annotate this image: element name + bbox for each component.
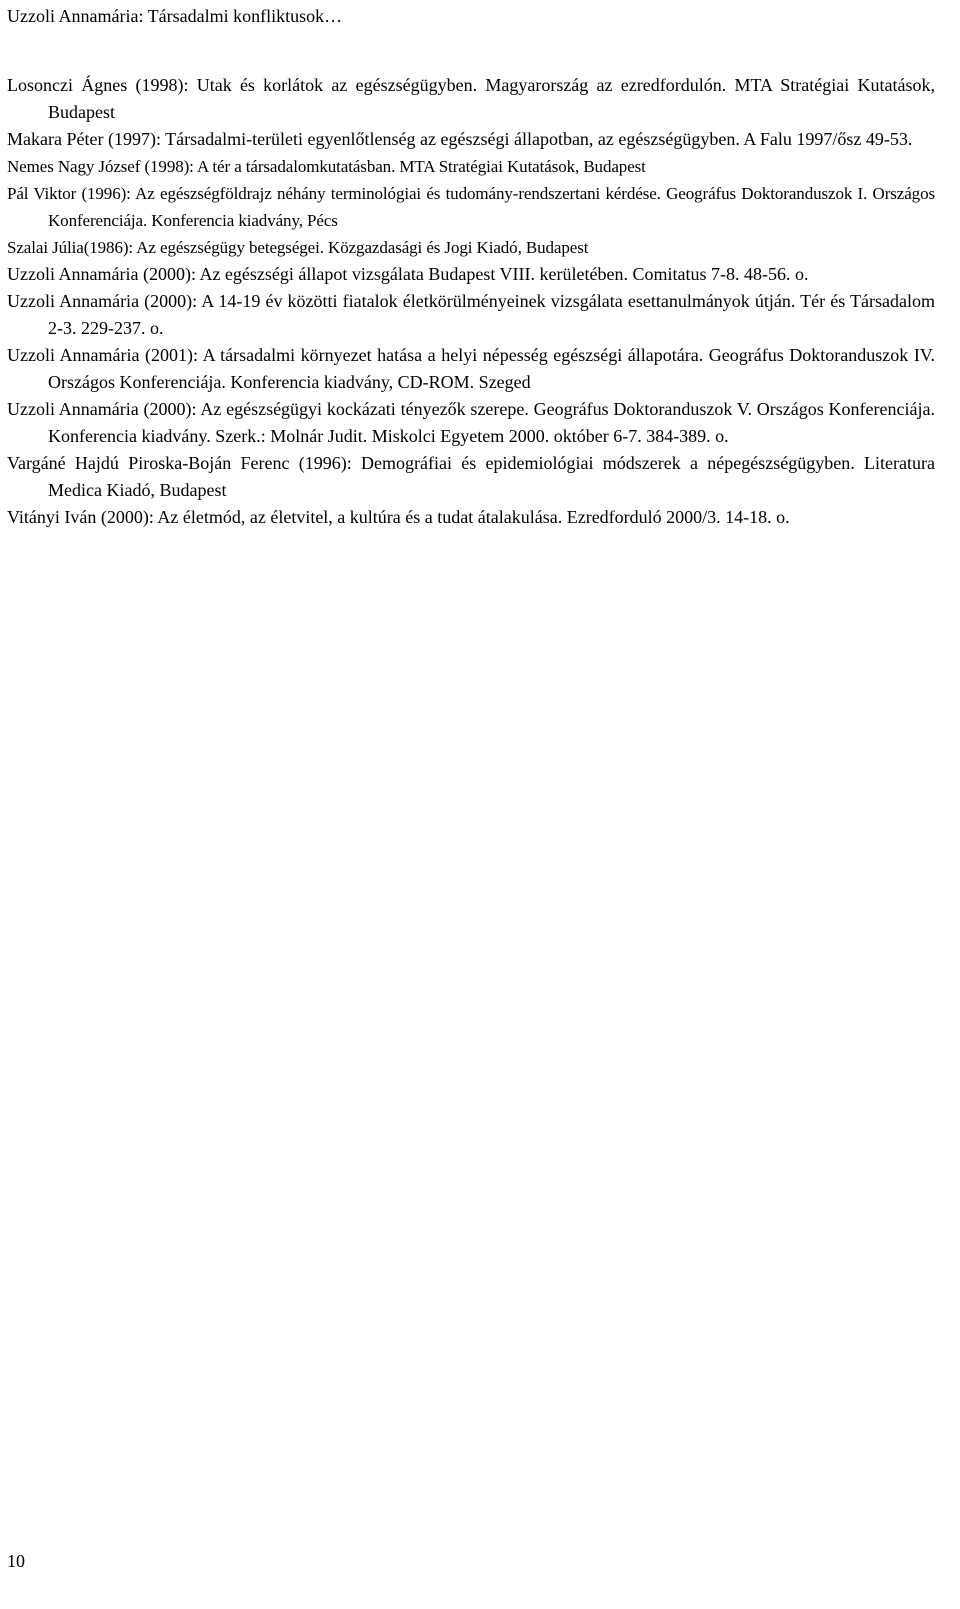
reference-item: Uzzoli Annamária (2000): Az egészségügyi kockázati tényezők szerepe. Geográfus Doktoranduszok V. Országos Konferenciája. Konferencia kiadvány. Szerk.: Molnár Judit. Miskolci Egyetem 2000. október 6-7. 384-389. o. (7, 399, 935, 446)
reference-item: Vargáné Hajdú Piroska-Boján Ferenc (1996): Demográfiai és epidemiológiai módszerek a népegészségügyben. Literatura Medica Kiadó, Budapest (7, 453, 935, 500)
reference-item: Vitányi Iván (2000): Az életmód, az életvitel, a kultúra és a tudat átalakulása. Ezredforduló 2000/3. 14-18. o. (7, 507, 790, 527)
reference-list (7, 72, 935, 531)
reference-item: Pál Viktor (1996): Az egészségföldrajz néhány terminológiai és tudomány-rendszertani kérdése. Geográfus Doktoranduszok I. Országos Konferenciája. Konferencia kiadvány, Pécs (7, 184, 935, 230)
reference-item: Uzzoli Annamária (2001): A társadalmi környezet hatása a helyi népesség egészségi állapotára. Geográfus Doktoranduszok IV. Országos Konferenciája. Konferencia kiadvány, CD-ROM. Szeged (7, 345, 935, 392)
reference-item: Szalai Júlia(1986): Az egészségügy betegségei. Közgazdasági és Jogi Kiadó, Budapest (7, 238, 589, 257)
page-number: 10 (7, 1551, 25, 1571)
reference-item: Makara Péter (1997): Társadalmi-területi egyenlőtlenség az egészségi állapotban, az egészségügyben. A Falu 1997/ősz 49-53. (7, 129, 913, 149)
reference-item: Losonczi Ágnes (1998): Utak és korlátok az egészségügyben. Magyarország az ezredfordulón. MTA Stratégiai Kutatások, Budapest (7, 75, 935, 122)
reference-item: Uzzoli Annamária (2000): Az egészségi állapot vizsgálata Budapest VIII. kerületében. Comitatus 7-8. 48-56. o. (7, 264, 809, 284)
reference-item: Nemes Nagy József (1998): A tér a társadalomkutatásban. MTA Stratégiai Kutatások, Budapest (7, 157, 646, 176)
running-header: Uzzoli Annamária: Társadalmi konfliktusok… (7, 6, 343, 26)
reference-item: Uzzoli Annamária (2000): A 14-19 év közötti fiatalok életkörülményeinek vizsgálata esettanulmányok útján. Tér és Társadalom 2-3. 229-237. o. (7, 291, 935, 338)
